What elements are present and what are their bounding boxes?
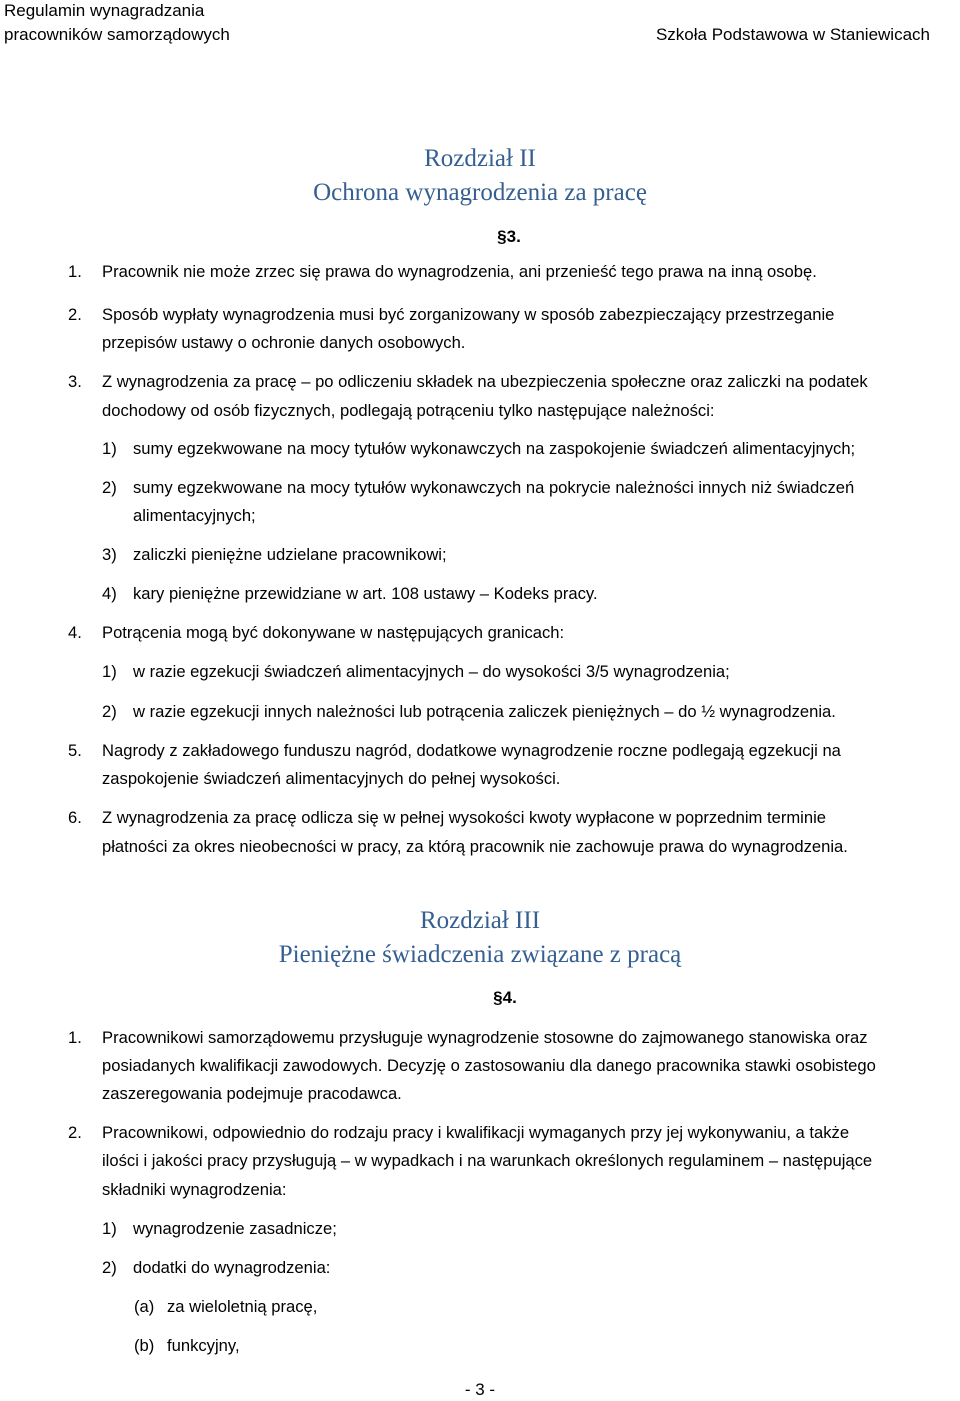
s3-p4-item2-number: 2) — [102, 702, 117, 721]
s3-p4-item1-number: 1) — [102, 662, 117, 681]
s3-p4-item2-text: w razie egzekucji innych należności lub potrącenia zaliczek pieniężnych – do ½ wynagrodzenia. — [133, 702, 836, 721]
s3-p3-line2: dochodowy od osób fizycznych, podlegają potrąceniu tylko następujące należności: — [102, 401, 715, 420]
s4-p2-line1: Pracownikowi, odpowiednio do rodzaju pracy i kwalifikacji wymaganych przy jej wykonywaniu, a także — [102, 1123, 850, 1142]
s3-p3-item1-number: 1) — [102, 439, 117, 458]
section-3-heading: §3. — [497, 227, 521, 246]
s4-item2-text: dodatki do wynagrodzenia: — [133, 1258, 331, 1277]
s3-p6-line1: Z wynagrodzenia za pracę odlicza się w pełnej wysokości kwoty wypłacone w poprzednim terminie — [102, 808, 826, 827]
s4-p2-line3: składniki wynagrodzenia: — [102, 1180, 287, 1199]
s3-p2-line2: przepisów ustawy o ochronie danych osobowych. — [102, 333, 466, 352]
header-title-line2: pracowników samorządowych — [4, 25, 230, 44]
s3-p3-item2-number: 2) — [102, 478, 117, 497]
chapter2-label: Rozdział II — [424, 145, 536, 172]
section-4-heading: §4. — [493, 988, 517, 1007]
s3-p4-text: Potrącenia mogą być dokonywane w następujących granicach: — [102, 623, 565, 642]
s3-p1-text: Pracownik nie może zrzec się prawa do wynagrodzenia, ani przenieść tego prawa na inną osobę. — [102, 262, 817, 281]
s3-p3-item4-text: kary pieniężne przewidziane w art. 108 ustawy – Kodeks pracy. — [133, 584, 598, 603]
s3-p3-item4-number: 4) — [102, 584, 117, 603]
s4-item2-number: 2) — [102, 1258, 117, 1277]
s3-p3-item2-line2: alimentacyjnych; — [133, 506, 256, 525]
s3-p2-line1: Sposób wypłaty wynagrodzenia musi być zorganizowany w sposób zabezpieczający przestrzeganie — [102, 305, 835, 324]
s3-p5-line1: Nagrody z zakładowego funduszu nagród, dodatkowe wynagrodzenie roczne podlegają egzekucji na — [102, 741, 841, 760]
s3-p4-number: 4. — [68, 623, 82, 642]
s3-p6-number: 6. — [68, 808, 82, 827]
s3-p1-number: 1. — [68, 262, 82, 281]
chapter3-title: Pieniężne świadczenia związane z pracą — [278, 941, 682, 968]
s4-subitem-a-number: (a) — [134, 1297, 155, 1316]
s3-p3-item1-text: sumy egzekwowane na mocy tytułów wykonawczych na zaspokojenie świadczeń alimentacyjnych; — [133, 439, 856, 458]
s3-p4-item1-text: w razie egzekucji świadczeń alimentacyjnych – do wysokości 3/5 wynagrodzenia; — [133, 662, 730, 681]
s4-subitem-a-text: za wieloletnią pracę, — [167, 1297, 318, 1316]
s3-p3-item2-line1: sumy egzekwowane na mocy tytułów wykonawczych na pokrycie należności innych niż świadczeń — [133, 478, 855, 497]
s3-p5-number: 5. — [68, 741, 82, 760]
s4-p1-number: 1. — [68, 1028, 82, 1047]
s3-p2-number: 2. — [68, 305, 82, 324]
s3-p5-line2: zaspokojenie świadczeń alimentacyjnych do pełnej wysokości. — [102, 769, 561, 788]
s4-p2-number: 2. — [68, 1123, 82, 1142]
s3-p3-item3-number: 3) — [102, 545, 117, 564]
header-document-title — [4, 0, 230, 47]
s4-item1-number: 1) — [102, 1219, 117, 1238]
s4-p2-line2: ilości i jakości pracy przysługują – w wypadkach i na warunkach określonych regulaminem – następujące — [102, 1151, 873, 1170]
s3-p3-line1: Z wynagrodzenia za pracę – po odliczeniu składek na ubezpieczenia społeczne oraz zaliczki na podatek — [102, 372, 868, 391]
s4-p1-line2: posiadanych kwalifikacji zawodowych. Decyzję o zastosowaniu dla danego pracownika stawki osobistego — [102, 1056, 876, 1075]
s4-item1-text: wynagrodzenie zasadnicze; — [133, 1219, 337, 1238]
page-number: - 3 - — [464, 1380, 496, 1399]
s3-p3-item3-text: zaliczki pieniężne udzielane pracownikowi; — [133, 545, 447, 564]
s4-subitem-b-number: (b) — [134, 1336, 155, 1355]
header-title-line1: Regulamin wynagradzania — [4, 1, 205, 20]
s4-subitem-b-text: funkcyjny, — [167, 1336, 240, 1355]
s3-p6-line2: płatności za okres nieobecności w pracy, za którą pracownik nie zachowuje prawa do wynagrodzenia. — [102, 837, 848, 856]
header-school-name: Szkoła Podstawowa w Staniewicach — [655, 25, 930, 44]
chapter2-title: Ochrona wynagrodzenia za pracę — [313, 179, 647, 206]
chapter3-label: Rozdział III — [419, 907, 541, 934]
s4-p1-line3: zaszeregowania podejmuje pracodawca. — [102, 1084, 402, 1103]
s3-p3-number: 3. — [68, 372, 82, 391]
s4-p1-line1: Pracownikowi samorządowemu przysługuje wynagrodzenie stosowne do zajmowanego stanowiska oraz — [102, 1028, 868, 1047]
